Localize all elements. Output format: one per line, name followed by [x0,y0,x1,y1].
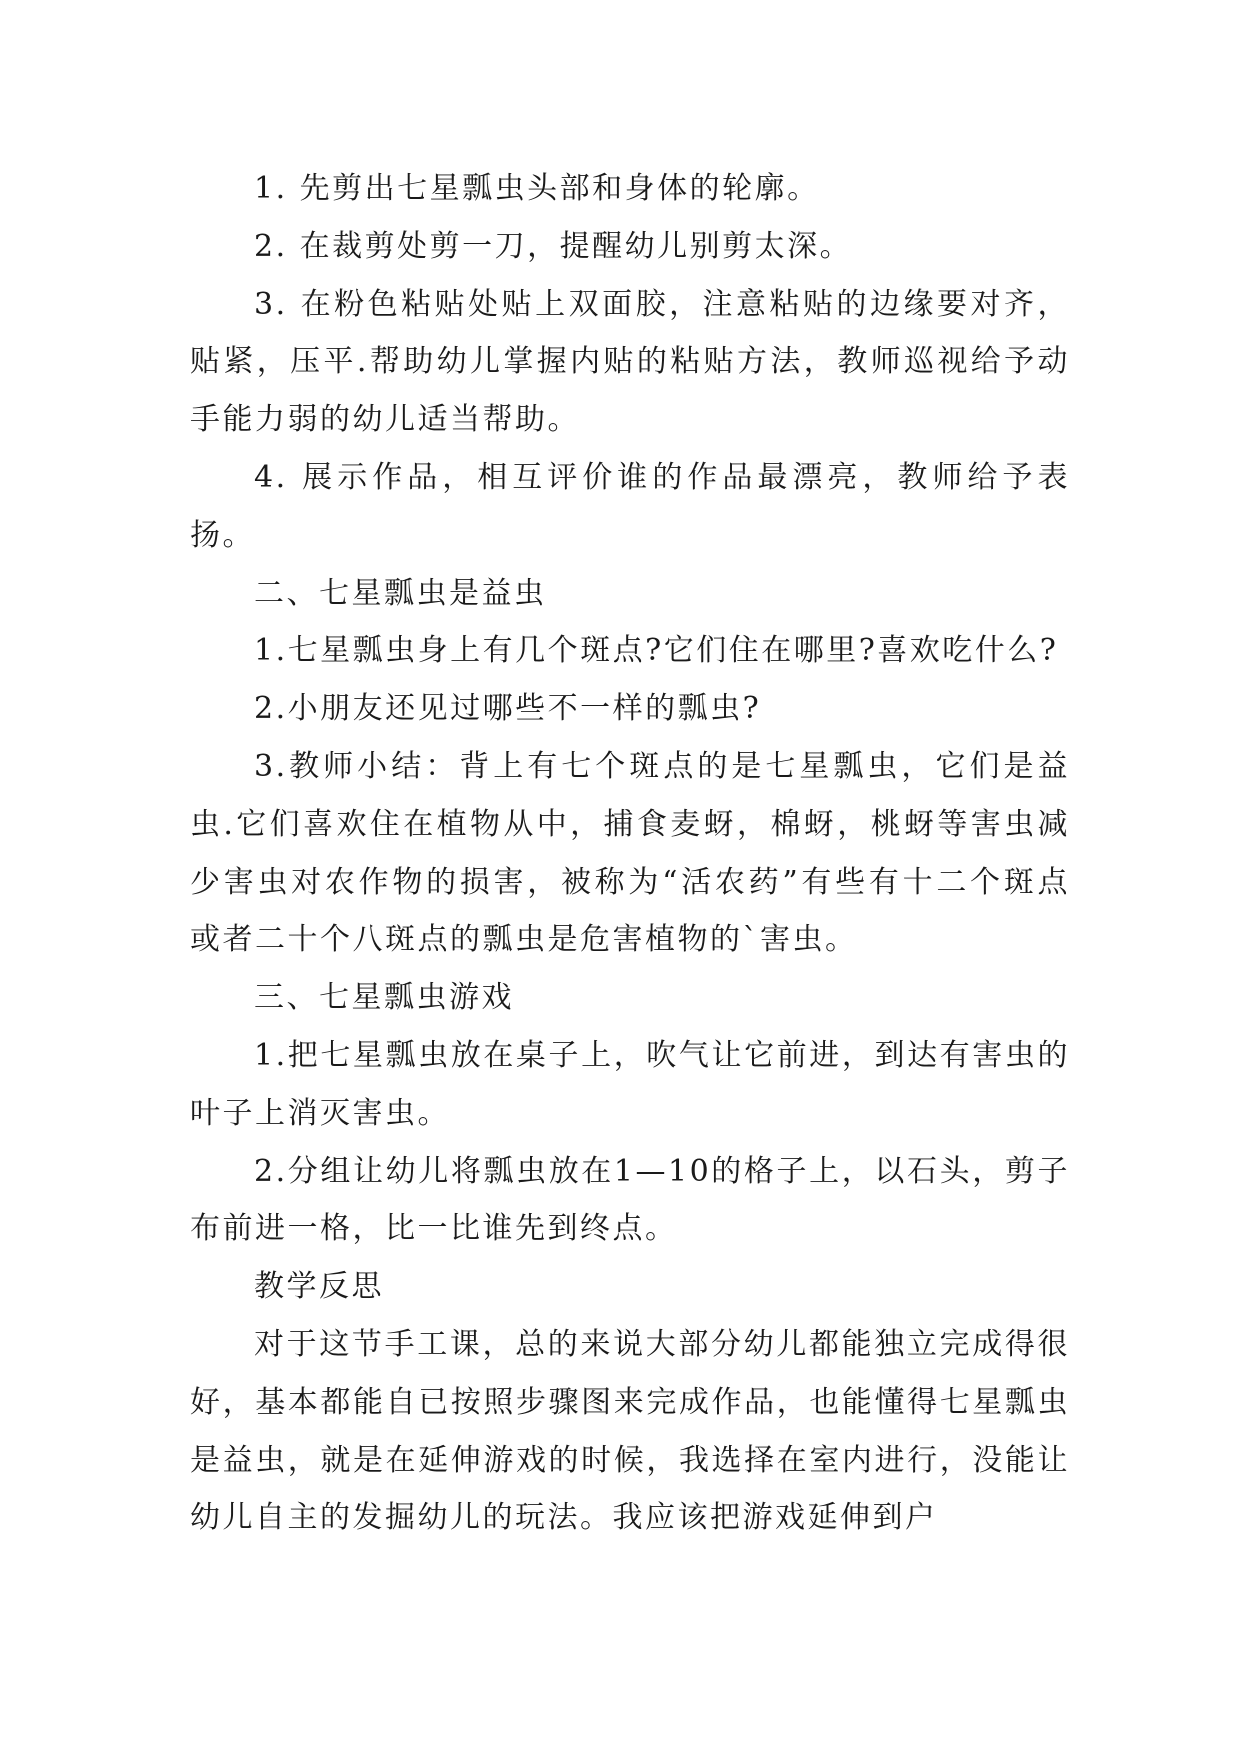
teacher-summary-paragraph: 3.教师小结：背上有七个斑点的是七星瓢虫，它们是益虫.它们喜欢住在植物从中，捕食麦蚜，棉蚜，桃蚜等害虫减少害虫对农作物的损害，被称为“活农药”有些有十二个斑点或者二十个八斑点的瓢虫是危害植物的`害虫。 [190,748,1070,958]
question-1-paragraph: 1.七星瓢虫身上有几个斑点?它们住在哪里?喜欢吃什么? [254,633,1059,669]
step-3-paragraph: 3. 在粉色粘贴处贴上双面胶，注意粘贴的边缘要对齐，贴紧，压平.帮助幼儿掌握内贴的粘贴方法，教师巡视给予动手能力弱的幼儿适当帮助。 [190,286,1070,438]
step-4-paragraph: 4. 展示作品，相互评价谁的作品最漂亮，教师给予表扬。 [190,459,1070,553]
reflection-heading: 教学反思 [254,1269,384,1305]
reflection-paragraph: 对于这节手工课，总的来说大部分幼儿都能独立完成得很好，基本都能自已按照步骤图来完成作品，也能懂得七星瓢虫是益虫，就是在延伸游戏的时候，我选择在室内进行，没能让幼儿自主的发掘幼儿的玩法。我应该把游戏延伸到户 [190,1326,1070,1536]
question-2-paragraph: 2.小朋友还见过哪些不一样的瓢虫? [254,691,762,727]
step-2-paragraph: 2. 在裁剪处剪一刀，提醒幼儿别剪太深。 [254,228,853,264]
game-step-1-paragraph: 1.把七星瓢虫放在桌子上，吹气让它前进，到达有害虫的叶子上消灭害虫。 [190,1037,1070,1131]
section-2-heading: 二、七星瓢虫是益虫 [254,575,547,611]
document-body [190,160,1070,1547]
game-step-2-paragraph: 2.分组让幼儿将瓢虫放在1—10的格子上，以石头，剪子布前进一格，比一比谁先到终点。 [190,1153,1070,1247]
step-1-paragraph: 1. 先剪出七星瓢虫头部和身体的轮廓。 [254,171,820,206]
section-3-heading: 三、七星瓢虫游戏 [254,980,514,1016]
